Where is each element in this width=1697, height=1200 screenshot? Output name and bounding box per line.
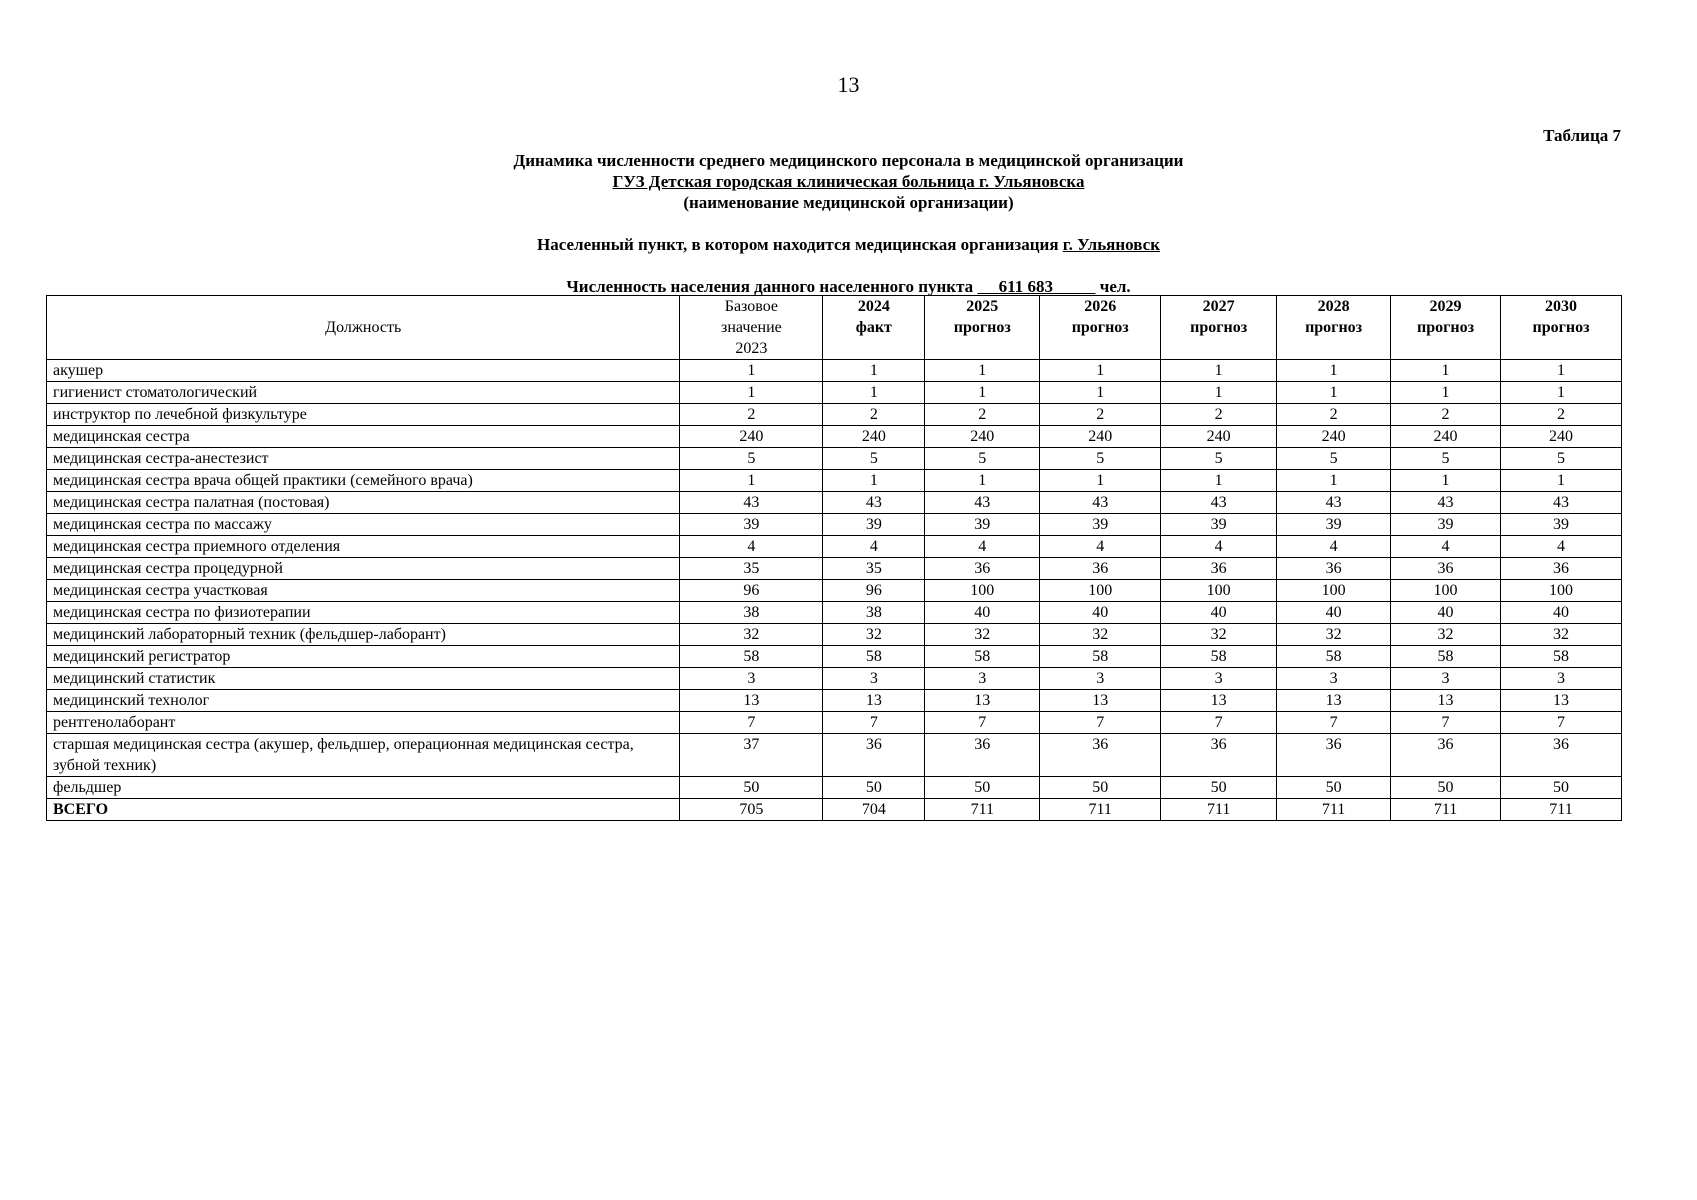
value-cell: 36 xyxy=(1501,558,1622,580)
table-row xyxy=(47,777,1622,799)
value-cell: 4 xyxy=(680,536,823,558)
value-cell: 39 xyxy=(1501,514,1622,536)
value-cell: 58 xyxy=(925,646,1040,668)
population-value-blank xyxy=(977,276,1095,297)
locality-value: г. Ульяновск xyxy=(1062,235,1160,254)
header-base-line3: 2023 xyxy=(735,340,768,357)
header-year: 2024 xyxy=(857,298,890,315)
table-row xyxy=(47,426,1622,448)
value-cell: 3 xyxy=(680,668,823,690)
header-year: 2027 xyxy=(1202,298,1235,315)
header-kind: факт xyxy=(855,319,892,336)
value-cell: 3 xyxy=(1277,668,1391,690)
value-cell: 32 xyxy=(1161,624,1277,646)
value-cell: 58 xyxy=(1161,646,1277,668)
value-cell: 1 xyxy=(823,470,925,492)
value-cell: 36 xyxy=(925,734,1040,777)
value-cell: 100 xyxy=(925,580,1040,602)
value-cell: 1 xyxy=(1161,360,1277,382)
position-name: медицинская сестра по физиотерапии xyxy=(47,602,680,624)
value-cell: 1 xyxy=(1501,382,1622,404)
value-cell: 58 xyxy=(823,646,925,668)
header-year-2030 xyxy=(1501,296,1622,360)
table-row xyxy=(47,624,1622,646)
header-year-2026 xyxy=(1040,296,1161,360)
value-cell: 2 xyxy=(1391,404,1501,426)
value-cell: 2 xyxy=(680,404,823,426)
table-row xyxy=(47,360,1622,382)
value-cell: 43 xyxy=(823,492,925,514)
value-cell: 38 xyxy=(823,602,925,624)
value-cell: 32 xyxy=(1391,624,1501,646)
value-cell: 39 xyxy=(1040,514,1161,536)
value-cell: 37 xyxy=(680,734,823,777)
table-row xyxy=(47,536,1622,558)
value-cell: 1 xyxy=(680,470,823,492)
value-cell: 100 xyxy=(1501,580,1622,602)
value-cell: 3 xyxy=(1391,668,1501,690)
value-cell: 32 xyxy=(925,624,1040,646)
population-value: 611 683 xyxy=(998,277,1053,296)
position-name: фельдшер xyxy=(47,777,680,799)
total-cell: 711 xyxy=(1391,799,1501,821)
value-cell: 100 xyxy=(1161,580,1277,602)
value-cell: 240 xyxy=(1277,426,1391,448)
value-cell: 3 xyxy=(925,668,1040,690)
value-cell: 58 xyxy=(1277,646,1391,668)
document-title: Динамика численности среднего медицинского персонала в медицинской организации xyxy=(513,151,1184,170)
table-row xyxy=(47,492,1622,514)
table-row xyxy=(47,514,1622,536)
position-name: медицинская сестра врача общей практики (семейного врача) xyxy=(47,470,680,492)
value-cell: 7 xyxy=(680,712,823,734)
value-cell: 1 xyxy=(1391,470,1501,492)
value-cell: 43 xyxy=(1040,492,1161,514)
position-name: медицинский лабораторный техник (фельдшер-лаборант) xyxy=(47,624,680,646)
value-cell: 1 xyxy=(1391,360,1501,382)
value-cell: 58 xyxy=(680,646,823,668)
value-cell: 1 xyxy=(1501,360,1622,382)
value-cell: 3 xyxy=(1501,668,1622,690)
total-row xyxy=(47,799,1622,821)
value-cell: 3 xyxy=(823,668,925,690)
value-cell: 2 xyxy=(1277,404,1391,426)
value-cell: 1 xyxy=(1161,382,1277,404)
value-cell: 240 xyxy=(1501,426,1622,448)
page-number: 13 xyxy=(837,72,860,97)
total-cell: 711 xyxy=(1040,799,1161,821)
total-cell: 704 xyxy=(823,799,925,821)
value-cell: 1 xyxy=(823,360,925,382)
header-position: Должность xyxy=(47,296,680,360)
value-cell: 1 xyxy=(680,360,823,382)
value-cell: 2 xyxy=(925,404,1040,426)
population-line xyxy=(0,276,1697,297)
value-cell: 32 xyxy=(1277,624,1391,646)
value-cell: 39 xyxy=(925,514,1040,536)
header-kind: прогноз xyxy=(1417,319,1475,336)
value-cell: 43 xyxy=(1277,492,1391,514)
table-row xyxy=(47,470,1622,492)
value-cell: 58 xyxy=(1391,646,1501,668)
value-cell: 50 xyxy=(823,777,925,799)
value-cell: 7 xyxy=(1501,712,1622,734)
value-cell: 13 xyxy=(1391,690,1501,712)
value-cell: 7 xyxy=(1040,712,1161,734)
value-cell: 4 xyxy=(1501,536,1622,558)
value-cell: 36 xyxy=(1501,734,1622,777)
header-year: 2026 xyxy=(1084,298,1117,315)
value-cell: 13 xyxy=(1501,690,1622,712)
value-cell: 100 xyxy=(1391,580,1501,602)
value-cell: 100 xyxy=(1277,580,1391,602)
value-cell: 32 xyxy=(1501,624,1622,646)
position-name: медицинская сестра процедурной xyxy=(47,558,680,580)
value-cell: 40 xyxy=(1391,602,1501,624)
value-cell: 36 xyxy=(1040,558,1161,580)
header-kind: прогноз xyxy=(1071,319,1129,336)
table-row xyxy=(47,668,1622,690)
value-cell: 1 xyxy=(1161,470,1277,492)
value-cell: 50 xyxy=(1040,777,1161,799)
value-cell: 36 xyxy=(1161,734,1277,777)
value-cell: 43 xyxy=(1161,492,1277,514)
value-cell: 4 xyxy=(823,536,925,558)
value-cell: 2 xyxy=(1040,404,1161,426)
value-cell: 50 xyxy=(1391,777,1501,799)
value-cell: 40 xyxy=(1161,602,1277,624)
value-cell: 50 xyxy=(1277,777,1391,799)
value-cell: 240 xyxy=(1391,426,1501,448)
locality-line xyxy=(0,234,1697,255)
value-cell: 1 xyxy=(925,470,1040,492)
value-cell: 32 xyxy=(1040,624,1161,646)
value-cell: 58 xyxy=(1501,646,1622,668)
table-row xyxy=(47,646,1622,668)
table-header xyxy=(47,296,1622,360)
value-cell: 43 xyxy=(680,492,823,514)
position-name: медицинская сестра xyxy=(47,426,680,448)
value-cell: 4 xyxy=(1277,536,1391,558)
value-cell: 58 xyxy=(1040,646,1161,668)
value-cell: 4 xyxy=(1391,536,1501,558)
organization-caption: (наименование медицинской организации) xyxy=(683,193,1014,212)
header-year: 2025 xyxy=(966,298,999,315)
value-cell: 5 xyxy=(1161,448,1277,470)
header-base-line1: Базовое xyxy=(724,298,779,315)
value-cell: 32 xyxy=(680,624,823,646)
value-cell: 2 xyxy=(1161,404,1277,426)
value-cell: 36 xyxy=(1391,558,1501,580)
value-cell: 40 xyxy=(925,602,1040,624)
value-cell: 1 xyxy=(1040,470,1161,492)
value-cell: 39 xyxy=(1391,514,1501,536)
value-cell: 1 xyxy=(1277,360,1391,382)
population-unit: чел. xyxy=(1099,277,1131,296)
value-cell: 1 xyxy=(1040,382,1161,404)
position-name: медицинская сестра палатная (постовая) xyxy=(47,492,680,514)
value-cell: 36 xyxy=(1391,734,1501,777)
value-cell: 36 xyxy=(823,734,925,777)
header-base-value xyxy=(680,296,823,360)
value-cell: 4 xyxy=(1161,536,1277,558)
value-cell: 3 xyxy=(1161,668,1277,690)
position-name: медицинский статистик xyxy=(47,668,680,690)
value-cell: 5 xyxy=(823,448,925,470)
value-cell: 1 xyxy=(925,382,1040,404)
header-year: 2030 xyxy=(1545,298,1577,315)
table-row xyxy=(47,602,1622,624)
value-cell: 13 xyxy=(680,690,823,712)
value-cell: 13 xyxy=(1161,690,1277,712)
table-row xyxy=(47,734,1622,777)
header-year-2029 xyxy=(1391,296,1501,360)
value-cell: 13 xyxy=(823,690,925,712)
value-cell: 35 xyxy=(823,558,925,580)
value-cell: 39 xyxy=(680,514,823,536)
value-cell: 38 xyxy=(680,602,823,624)
position-name: рентгенолаборант xyxy=(47,712,680,734)
value-cell: 36 xyxy=(1040,734,1161,777)
staff-table xyxy=(46,295,1622,821)
total-label: ВСЕГО xyxy=(47,799,680,821)
value-cell: 2 xyxy=(823,404,925,426)
value-cell: 1 xyxy=(1501,470,1622,492)
position-name: акушер xyxy=(47,360,680,382)
value-cell: 7 xyxy=(925,712,1040,734)
value-cell: 43 xyxy=(1501,492,1622,514)
value-cell: 13 xyxy=(925,690,1040,712)
value-cell: 1 xyxy=(823,382,925,404)
total-cell: 711 xyxy=(1501,799,1622,821)
total-cell: 711 xyxy=(1277,799,1391,821)
organization-name-text: ГУЗ Детская городская клиническая больница г. Ульяновска xyxy=(612,172,1085,191)
value-cell: 36 xyxy=(1277,558,1391,580)
header-year-2024 xyxy=(823,296,925,360)
position-name: медицинский технолог xyxy=(47,690,680,712)
header-year-2028 xyxy=(1277,296,1391,360)
value-cell: 43 xyxy=(1391,492,1501,514)
header-kind: прогноз xyxy=(1190,319,1248,336)
population-label: Численность населения данного населенного пункта xyxy=(566,277,974,296)
table-row xyxy=(47,712,1622,734)
value-cell: 5 xyxy=(1277,448,1391,470)
value-cell: 1 xyxy=(680,382,823,404)
position-name: медицинская сестра участковая xyxy=(47,580,680,602)
table-row xyxy=(47,448,1622,470)
total-cell: 711 xyxy=(1161,799,1277,821)
value-cell: 96 xyxy=(680,580,823,602)
table-row xyxy=(47,580,1622,602)
value-cell: 40 xyxy=(1040,602,1161,624)
value-cell: 39 xyxy=(1277,514,1391,536)
value-cell: 3 xyxy=(1040,668,1161,690)
header-kind: прогноз xyxy=(953,319,1011,336)
value-cell: 43 xyxy=(925,492,1040,514)
value-cell: 1 xyxy=(1040,360,1161,382)
value-cell: 240 xyxy=(823,426,925,448)
position-name: медицинская сестра по массажу xyxy=(47,514,680,536)
value-cell: 36 xyxy=(1277,734,1391,777)
value-cell: 7 xyxy=(1161,712,1277,734)
header-base-line2: значение xyxy=(721,319,782,336)
table-row xyxy=(47,382,1622,404)
value-cell: 36 xyxy=(925,558,1040,580)
value-cell: 39 xyxy=(823,514,925,536)
position-name: инструктор по лечебной физкультуре xyxy=(47,404,680,426)
value-cell: 240 xyxy=(1161,426,1277,448)
value-cell: 240 xyxy=(1040,426,1161,448)
value-cell: 5 xyxy=(925,448,1040,470)
organization-name xyxy=(0,171,1697,192)
value-cell: 240 xyxy=(680,426,823,448)
locality-label: Населенный пункт, в котором находится медицинская организация xyxy=(537,235,1059,254)
position-name: медицинская сестра приемного отделения xyxy=(47,536,680,558)
value-cell: 39 xyxy=(1161,514,1277,536)
value-cell: 50 xyxy=(680,777,823,799)
table-body xyxy=(47,360,1622,821)
value-cell: 2 xyxy=(1501,404,1622,426)
table-row xyxy=(47,404,1622,426)
value-cell: 4 xyxy=(1040,536,1161,558)
position-name: гигиенист стоматологический xyxy=(47,382,680,404)
value-cell: 40 xyxy=(1277,602,1391,624)
value-cell: 1 xyxy=(925,360,1040,382)
position-name: медицинская сестра-анестезист xyxy=(47,448,680,470)
value-cell: 5 xyxy=(680,448,823,470)
header-year: 2028 xyxy=(1317,298,1350,315)
value-cell: 7 xyxy=(1277,712,1391,734)
value-cell: 7 xyxy=(823,712,925,734)
value-cell: 40 xyxy=(1501,602,1622,624)
value-cell: 50 xyxy=(1501,777,1622,799)
value-cell: 5 xyxy=(1391,448,1501,470)
value-cell: 240 xyxy=(925,426,1040,448)
table-row xyxy=(47,690,1622,712)
value-cell: 5 xyxy=(1501,448,1622,470)
value-cell: 100 xyxy=(1040,580,1161,602)
value-cell: 35 xyxy=(680,558,823,580)
value-cell: 50 xyxy=(1161,777,1277,799)
position-name: медицинский регистратор xyxy=(47,646,680,668)
total-cell: 705 xyxy=(680,799,823,821)
position-name: старшая медицинская сестра (акушер, фельдшер, операционная медицинская сестра, зубной техник) xyxy=(47,734,680,777)
total-cell: 711 xyxy=(925,799,1040,821)
value-cell: 13 xyxy=(1277,690,1391,712)
value-cell: 5 xyxy=(1040,448,1161,470)
table-row xyxy=(47,558,1622,580)
value-cell: 1 xyxy=(1277,382,1391,404)
value-cell: 50 xyxy=(925,777,1040,799)
value-cell: 1 xyxy=(1277,470,1391,492)
value-cell: 4 xyxy=(925,536,1040,558)
value-cell: 32 xyxy=(823,624,925,646)
value-cell: 36 xyxy=(1161,558,1277,580)
table-label: Таблица 7 xyxy=(1543,126,1621,145)
header-year: 2029 xyxy=(1429,298,1462,315)
header-year-2025 xyxy=(925,296,1040,360)
header-kind: прогноз xyxy=(1532,319,1590,336)
header-year-2027 xyxy=(1161,296,1277,360)
value-cell: 1 xyxy=(1391,382,1501,404)
header-kind: прогноз xyxy=(1305,319,1363,336)
value-cell: 13 xyxy=(1040,690,1161,712)
value-cell: 96 xyxy=(823,580,925,602)
value-cell: 7 xyxy=(1391,712,1501,734)
